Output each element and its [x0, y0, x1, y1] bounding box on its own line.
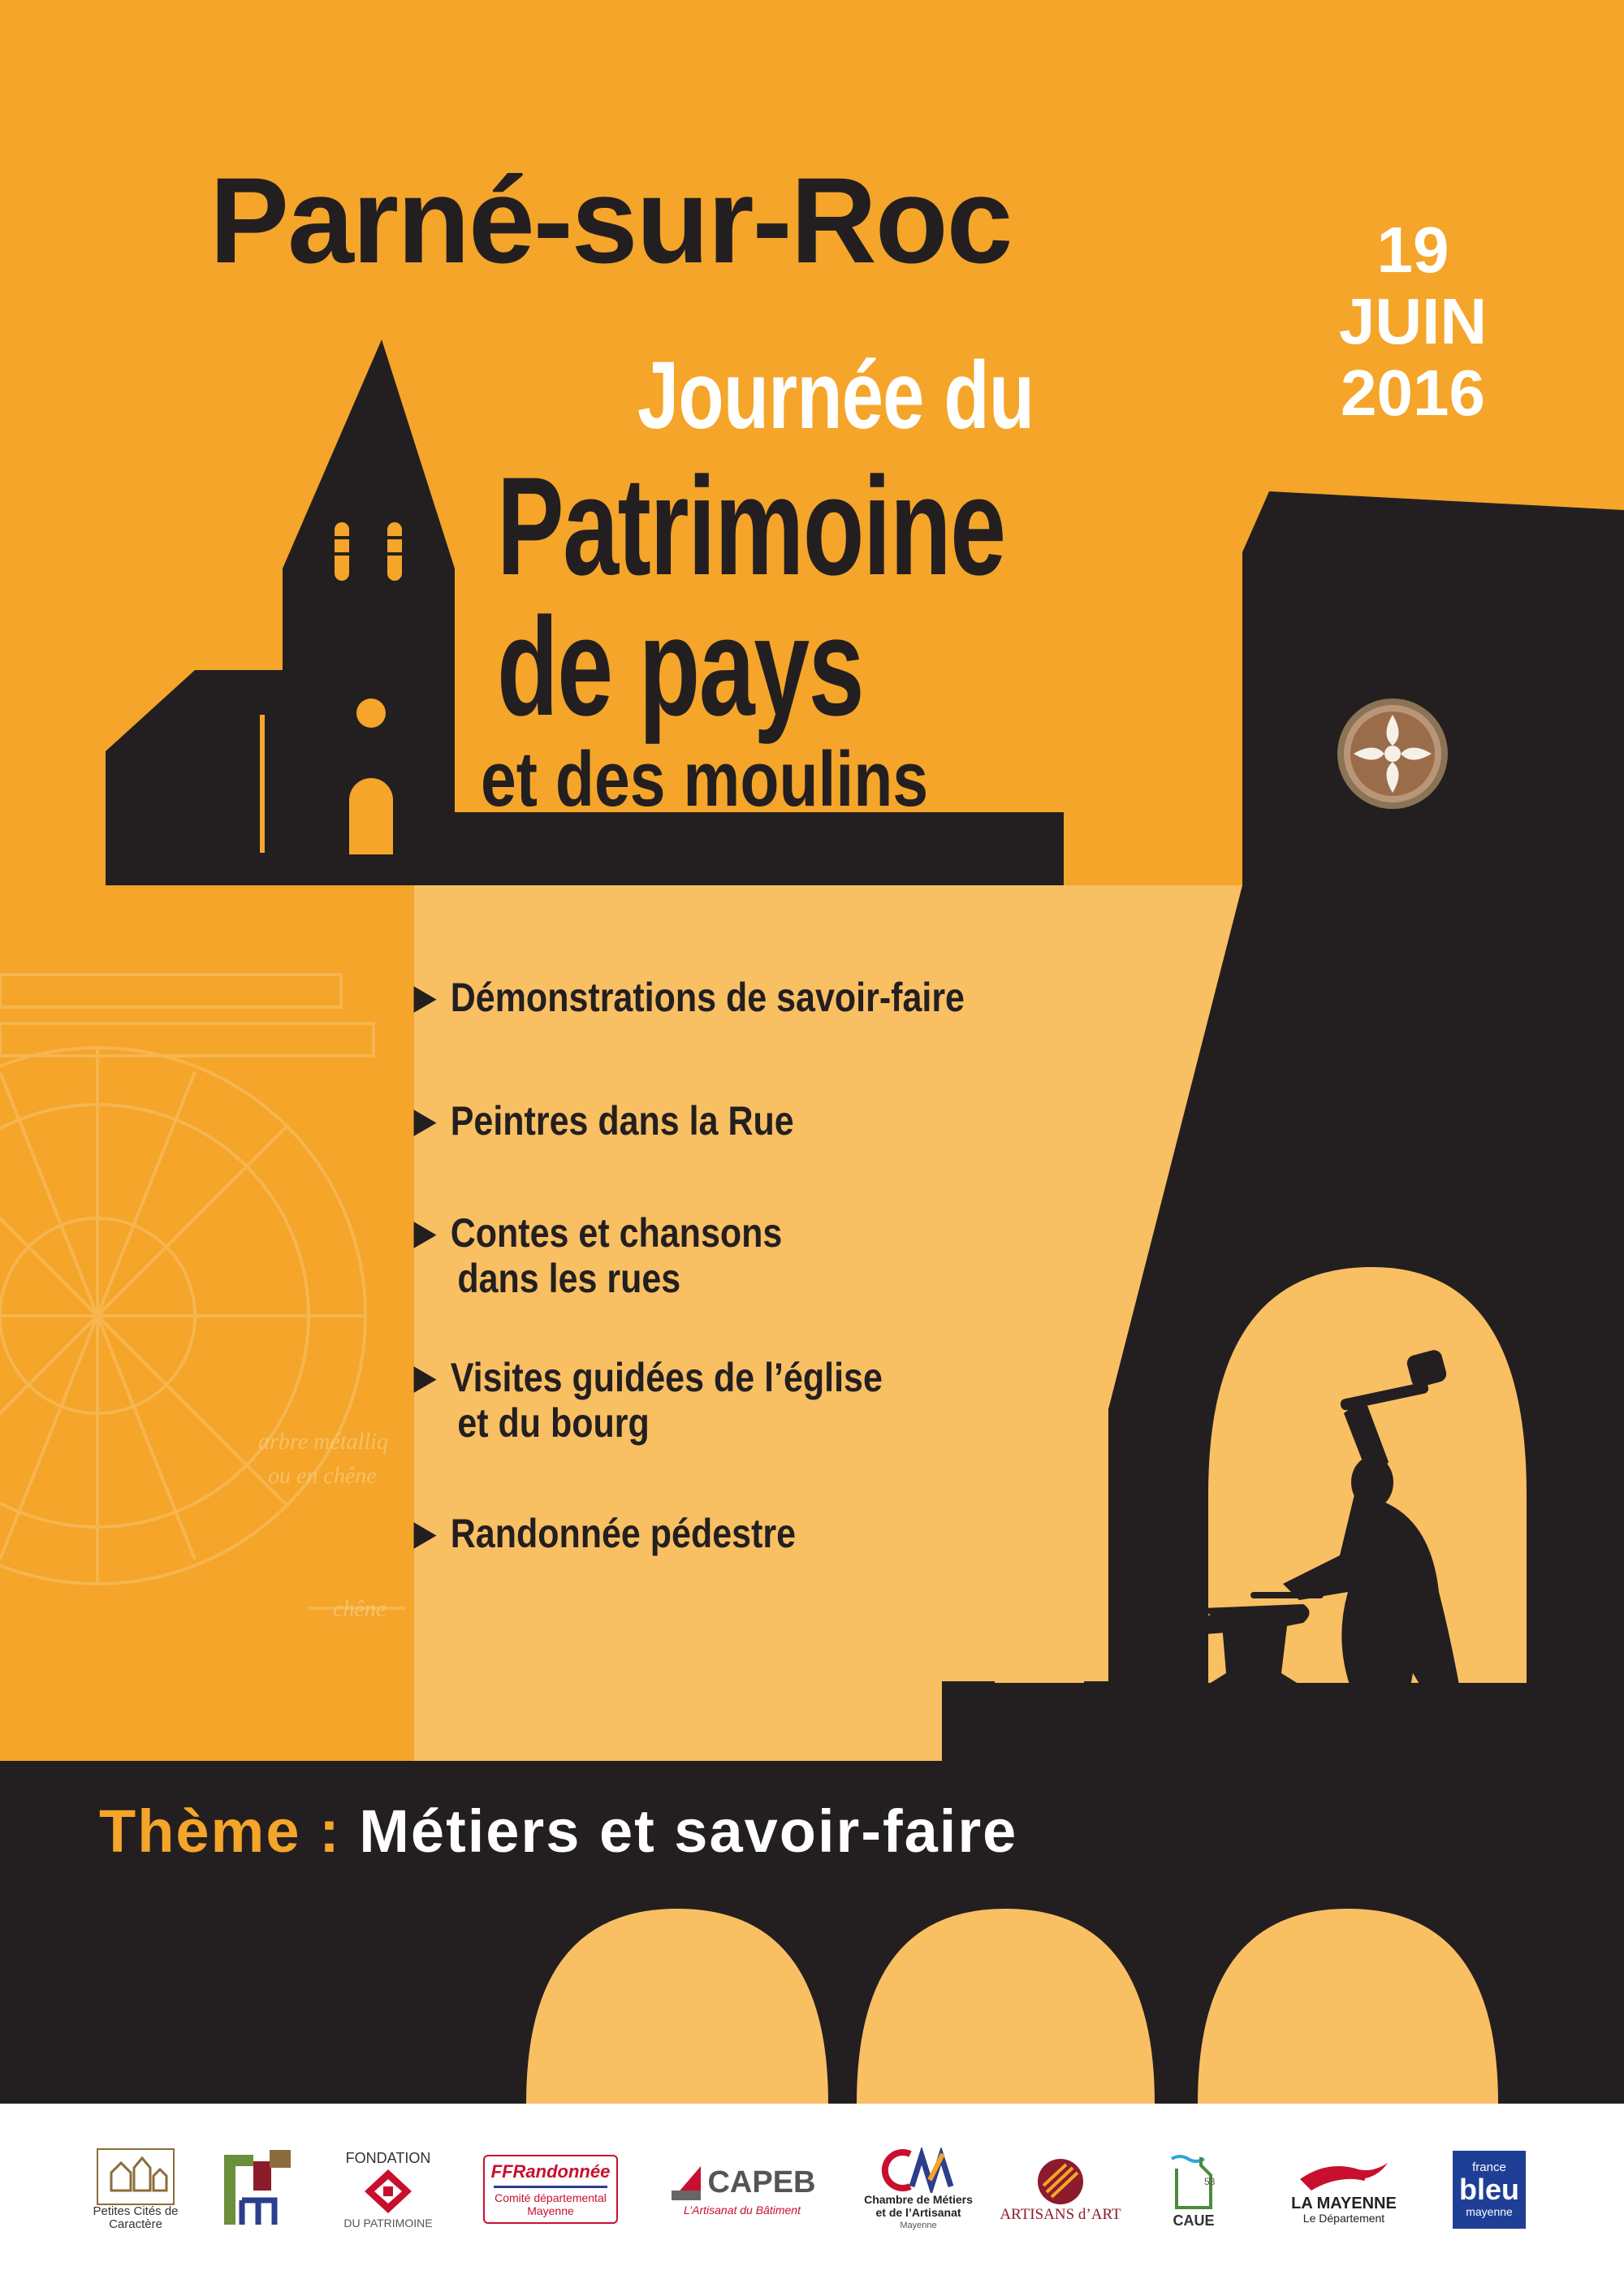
activity-label: Randonnée pédestre — [450, 1511, 797, 1556]
capeb-mark — [668, 2163, 815, 2204]
date-month: JUIN — [1338, 285, 1488, 357]
sponsor-footer — [0, 2104, 1624, 2275]
theme-value: Métiers et savoir-faire — [359, 1797, 1018, 1865]
event-title-line3: de pays — [497, 589, 864, 745]
activity-item — [414, 1210, 782, 1301]
arrow-right-icon: ▶ — [414, 1360, 436, 1395]
la-mayenne-icon — [1295, 2155, 1393, 2195]
cma-label-2: et de l’Artisanat — [875, 2205, 961, 2219]
la-mayenne-sublabel: Le Département — [1302, 2211, 1385, 2225]
event-date — [1291, 214, 1535, 429]
france-bleu-label-1: france — [1472, 2160, 1506, 2174]
activity-item — [414, 1355, 883, 1446]
petites-cites-label: Petites Cités de Caractère — [93, 2204, 179, 2231]
arrow-right-icon: ▶ — [414, 980, 436, 1015]
theme-banner — [99, 1797, 1017, 1866]
town-title: Parné-sur-Roc — [209, 152, 1012, 288]
sketch-text-b: ou en chêne — [268, 1464, 377, 1489]
caue-icon — [1165, 2151, 1222, 2212]
event-title-line2: Patrimoine — [497, 448, 1005, 604]
logo-societe-archeologique — [218, 2104, 299, 2275]
cma-label-3: Mayenne — [900, 2220, 937, 2230]
la-mayenne-label: LA MAYENNE — [1291, 2194, 1397, 2212]
logo-capeb — [671, 2104, 814, 2275]
event-title-line1: Journée du — [637, 342, 1034, 449]
france-bleu-label-3: mayenne — [1466, 2204, 1513, 2218]
societe-archeologique-icon — [221, 2150, 296, 2230]
logo-artisans-art — [996, 2104, 1125, 2275]
logo-france-bleu — [1450, 2104, 1528, 2275]
date-year: 2016 — [1341, 357, 1485, 429]
arrow-right-icon: ▶ — [414, 1103, 436, 1139]
france-bleu-label-2: bleu — [1458, 2172, 1519, 2206]
activity-label: Démonstrations de savoir-faire — [450, 975, 965, 1020]
medallion-icon — [1337, 699, 1448, 809]
ffrandonnee-label: FFRandonnée — [490, 2161, 611, 2182]
capeb-icon — [668, 2163, 704, 2204]
logo-caue — [1153, 2104, 1234, 2275]
artisans-art-label: ARTISANS d’ART — [1000, 2205, 1121, 2223]
logo-la-mayenne — [1275, 2104, 1413, 2275]
ffrandonnee-badge — [483, 2155, 619, 2224]
activity-label: Peintres dans la Rue — [450, 1098, 794, 1144]
activity-label-line2: dans les rues — [457, 1256, 681, 1301]
logo-cma — [857, 2104, 979, 2275]
fondation-label-2: DU PATRIMOINE — [343, 2216, 433, 2230]
ffrandonnee-comite: Comité départemental — [495, 2191, 607, 2204]
activity-label: Contes et chansons — [450, 1210, 783, 1256]
event-title-line4: et des moulins — [481, 736, 929, 823]
sketch-text-c: chêne — [333, 1597, 387, 1622]
sketch-text-a: arbre métalliq — [258, 1429, 388, 1455]
artisans-art-icon — [1035, 2156, 1086, 2207]
svg-text:53: 53 — [1204, 2175, 1216, 2187]
ffrandonnee-mayenne: Mayenne — [527, 2204, 574, 2217]
caue-label: CAUE — [1173, 2212, 1215, 2229]
arrow-right-icon: ▶ — [414, 1215, 436, 1251]
capeb-tagline: L’Artisanat du Bâtiment — [684, 2203, 801, 2217]
logo-petites-cites — [91, 2104, 180, 2275]
arrow-right-icon: ▶ — [414, 1516, 436, 1551]
petites-cites-icon — [97, 2148, 175, 2205]
logo-ffrandonnee — [479, 2104, 622, 2275]
theme-label: Thème : — [99, 1797, 341, 1865]
capeb-label: CAPEB — [707, 2165, 816, 2199]
cma-label-1: Chambre de Métiers — [864, 2192, 973, 2206]
fondation-label-1: FONDATION — [345, 2149, 431, 2166]
france-bleu-badge — [1453, 2151, 1526, 2229]
logo-fondation-patrimoine — [339, 2104, 437, 2275]
activity-item — [414, 975, 965, 1020]
activity-item — [414, 1098, 794, 1144]
ffrandonnee-divider — [494, 2186, 607, 2188]
cma-icon — [881, 2147, 956, 2193]
date-day: 19 — [1376, 214, 1449, 286]
bridge-arch-left — [995, 1243, 1084, 1683]
activity-label: Visites guidées de l’église — [450, 1355, 883, 1400]
fondation-patrimoine-icon — [360, 2166, 417, 2217]
activity-label-line2: et du bourg — [457, 1400, 650, 1446]
activity-item — [414, 1511, 796, 1556]
